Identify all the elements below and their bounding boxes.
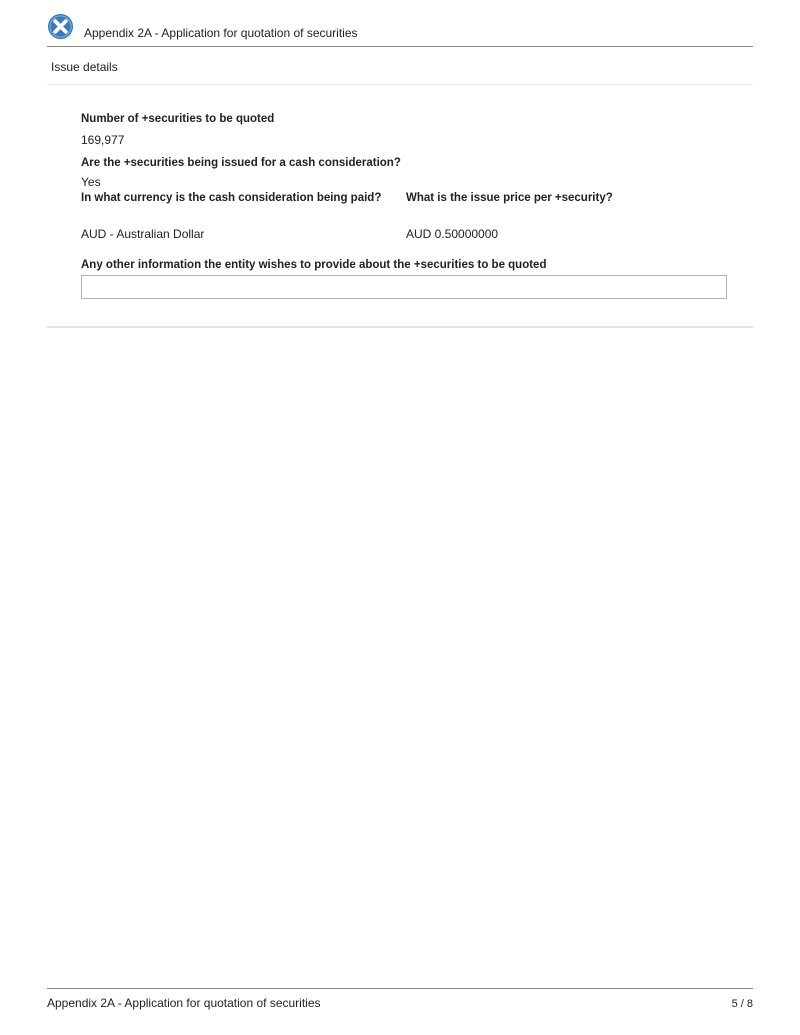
number-quoted-value: 169,977 xyxy=(81,133,125,147)
other-info-label: Any other information the entity wishes to provide about the +securities to be quoted xyxy=(81,259,547,271)
issue-price-label: What is the issue price per +security? xyxy=(406,192,613,204)
cash-consideration-value: Yes xyxy=(81,175,101,189)
other-info-field[interactable] xyxy=(81,275,727,299)
footer-divider xyxy=(47,988,753,989)
section-end-divider xyxy=(47,326,753,328)
section-divider xyxy=(47,84,753,85)
cash-consideration-label: Are the +securities being issued for a cash consideration? xyxy=(81,157,401,169)
section-title: Issue details xyxy=(51,60,118,74)
asx-logo-icon xyxy=(47,13,74,40)
number-quoted-label: Number of +securities to be quoted xyxy=(81,113,275,125)
issue-price-value: AUD 0.50000000 xyxy=(406,227,499,241)
currency-label: In what currency is the cash consideration being paid? xyxy=(81,192,382,204)
page-header xyxy=(47,12,753,47)
header-title: Appendix 2A - Application for quotation of securities xyxy=(84,26,358,40)
page-number: 5 / 8 xyxy=(731,998,753,1010)
currency-value: AUD - Australian Dollar xyxy=(81,227,205,241)
footer-title: Appendix 2A - Application for quotation of securities xyxy=(47,996,321,1010)
